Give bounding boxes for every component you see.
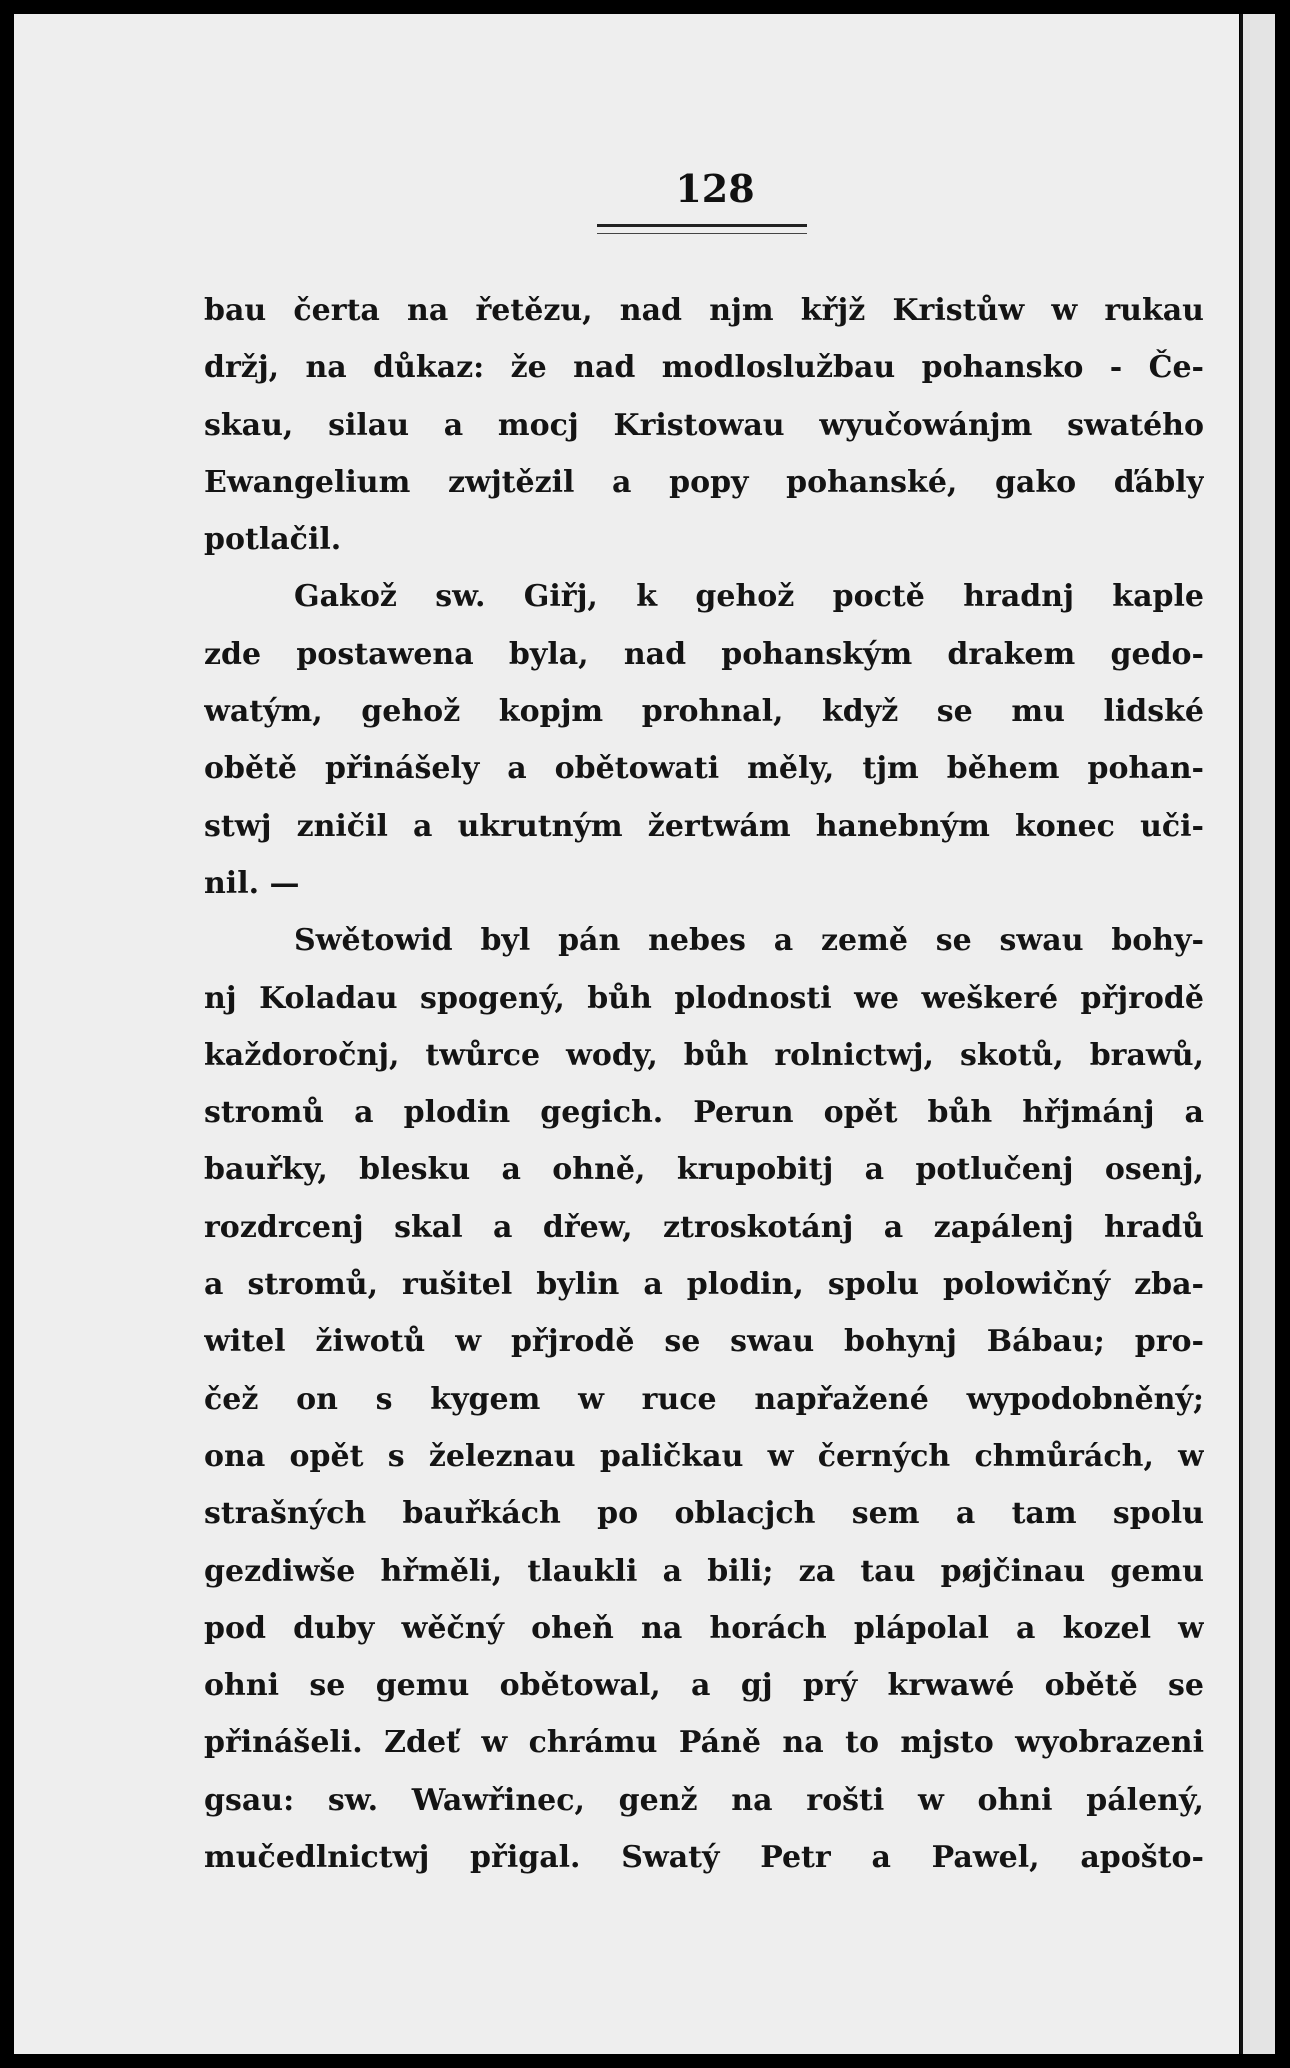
text-line: držj, na důkaz: že nad modloslužbau pohansko - Če- — [204, 350, 1204, 386]
text-line: bau čerta na řetězu, nad njm křjž Kristůw w rukau — [204, 293, 1204, 328]
text-line: potlačil. — [204, 522, 342, 558]
body-text — [204, 282, 1204, 1886]
text-line: pod duby wěčný oheň na horách plápolal a kozel w — [204, 1610, 1204, 1646]
text-line: Gakož sw. Giřj, k gehož poctě hradnj kaple — [294, 579, 1204, 615]
text-line: a stromů, rušitel bylin a plodin, spolu polowičný zba- — [204, 1267, 1204, 1303]
text-line: čež on s kygem w ruce napřažené wypodobněný; — [204, 1381, 1204, 1417]
text-line: každoročnj, twůrce wody, bůh rolnictwj, skotů, brawů, — [204, 1037, 1204, 1073]
adjacent-page-edge — [1240, 14, 1275, 2054]
text-line: obětě přinášely a obětowati měly, tjm během pohan- — [204, 751, 1204, 787]
text-line: přinášeli. Zdeť w chrámu Páně na to mjsto wyobrazeni — [204, 1725, 1204, 1761]
text-line: rozdrcenj skal a dřew, ztroskotánj a zapálenj hradů — [204, 1209, 1204, 1245]
text-line: ohni se gemu obětowal, a gj prý krwawé obětě se — [204, 1668, 1204, 1704]
text-line: witel žiwotů w přjrodě se swau bohynj Bábau; pro- — [204, 1324, 1204, 1360]
page-number: 128 — [675, 166, 755, 211]
text-line: zde postawena byla, nad pohanským drakem gedo- — [204, 636, 1204, 672]
text-line: gsau: sw. Wawřinec, genž na rošti w ohni pálený, — [204, 1782, 1204, 1818]
text-line: ona opět s železnau paličkau w černých chmůrách, w — [204, 1438, 1204, 1474]
text-line: watým, gehož kopjm prohnal, když se mu lidské — [204, 694, 1204, 730]
header-rule-thin — [597, 233, 807, 234]
header-rule — [597, 224, 807, 227]
text-line: stromů a plodin gegich. Perun opět bůh hřjmánj a — [204, 1095, 1204, 1131]
text-line: Ewangelium zwjtězil a popy pohanské, gako ďábly — [204, 464, 1204, 500]
text-line: Swětowid byl pán nebes a země se swau bohy- — [294, 923, 1204, 959]
text-line: mučedlnictwj přigal. Swatý Petr a Pawel, apošto- — [204, 1840, 1204, 1876]
text-line: nil. — — [204, 865, 300, 901]
text-line: skau, silau a mocj Kristowau wyučowánjm swatého — [204, 407, 1204, 443]
text-line: strašných bauřkách po oblacjch sem a tam spolu — [204, 1496, 1204, 1532]
text-line: stwj zničil a ukrutným žertwám hanebným konec uči- — [204, 808, 1204, 844]
text-line: nj Koladau spogený, bůh plodnosti we weškeré přjrodě — [204, 980, 1204, 1016]
text-line: bauřky, blesku a ohně, krupobitj a potlučenj osenj, — [204, 1152, 1204, 1188]
text-line: gezdiwše hřměli, tlaukli a bili; za tau pøjčinau gemu — [204, 1553, 1204, 1589]
